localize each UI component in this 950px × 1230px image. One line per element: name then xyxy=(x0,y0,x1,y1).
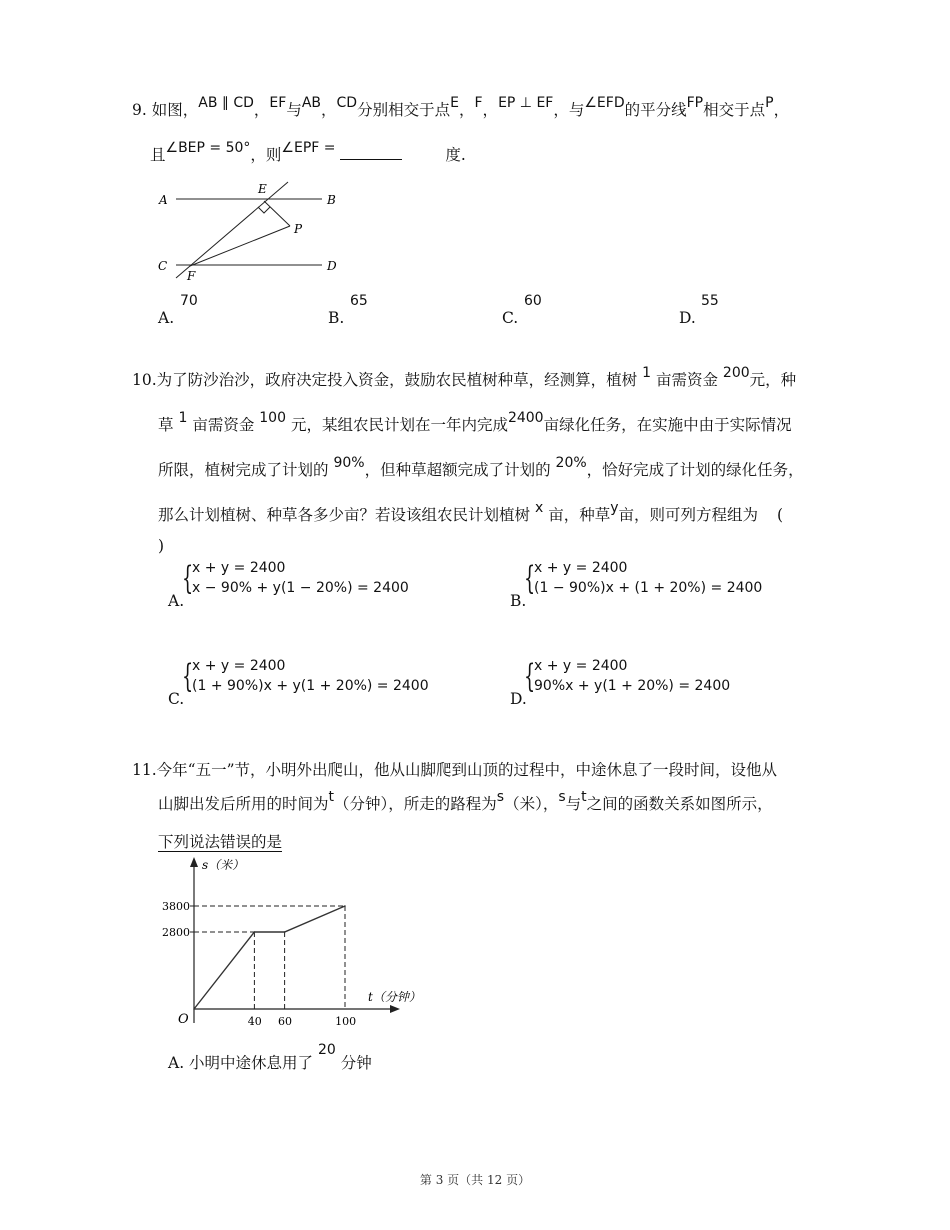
text: 分钟 xyxy=(340,1054,372,1072)
series-line xyxy=(194,906,345,1009)
q10-number: 10. xyxy=(132,371,157,389)
origin-label: O xyxy=(178,1012,189,1027)
q11-line3 xyxy=(158,830,282,852)
text: 亩，则可列方程组为 xyxy=(618,506,759,524)
line-fp xyxy=(190,226,290,266)
brace-icon: { xyxy=(524,657,536,695)
y-tick-label: 2800 xyxy=(162,926,190,939)
text: ) xyxy=(158,537,165,555)
q9-option-b[interactable] xyxy=(328,293,368,327)
option-label: A. xyxy=(158,309,175,327)
text: 草 xyxy=(158,416,174,434)
right-angle-mark xyxy=(258,207,270,213)
math: 100 xyxy=(259,410,286,426)
brace-icon: { xyxy=(182,657,194,695)
equation-system xyxy=(524,558,763,598)
page-footer: 第 3 页（共 12 页） xyxy=(419,1173,531,1187)
option-label: C. xyxy=(168,690,185,708)
math: F xyxy=(474,95,483,111)
text: 所限，植树完成了计划的 xyxy=(158,461,329,479)
text: ， xyxy=(458,101,475,119)
brace-icon: { xyxy=(182,559,194,597)
math: AB ∥ CD xyxy=(198,95,254,111)
q9-number: 9. xyxy=(132,101,147,119)
math: EF xyxy=(269,95,287,111)
text: ， xyxy=(482,101,499,119)
text: ， xyxy=(773,101,790,119)
math: t xyxy=(328,789,335,805)
equation: x + y = 2400 xyxy=(192,658,286,674)
label-e: E xyxy=(258,182,267,196)
text: ( xyxy=(776,506,784,524)
q9-option-a[interactable] xyxy=(158,293,198,327)
label-f: F xyxy=(187,269,196,283)
q9-option-c[interactable] xyxy=(502,293,542,327)
q11-number: 11. xyxy=(132,761,157,779)
x-tick-label: 40 xyxy=(247,1015,262,1028)
x-tick-label: 60 xyxy=(278,1015,292,1028)
line-ep xyxy=(264,201,290,226)
q11-line1 xyxy=(132,758,777,780)
text: （米）， xyxy=(504,795,559,813)
text: 且 xyxy=(150,146,166,164)
q9-figure xyxy=(150,178,350,288)
equation: 90%x + y(1 + 20%) = 2400 xyxy=(534,678,731,694)
equation: (1 + 90%)x + y(1 + 20%) = 2400 xyxy=(192,678,429,694)
math: ∠BEP = 50° xyxy=(165,140,251,156)
math: x xyxy=(534,500,544,516)
q10-line1 xyxy=(132,365,797,390)
math: 20% xyxy=(555,455,587,471)
text: 亩，种草 xyxy=(548,506,611,524)
equation: x + y = 2400 xyxy=(534,658,628,674)
brace-icon: { xyxy=(524,559,536,597)
text: 元，种 xyxy=(749,371,797,389)
x-tick-label: 100 xyxy=(335,1015,357,1028)
text: 亩绿化任务，在实施中由于实际情况 xyxy=(543,416,792,434)
math: 2400 xyxy=(507,410,544,426)
math: E xyxy=(450,95,459,111)
text: （分钟），所走的路程为 xyxy=(334,795,497,813)
math: 1 xyxy=(642,365,652,381)
answer-blank[interactable] xyxy=(340,145,402,160)
math: FP xyxy=(686,95,704,111)
option-value: 60 xyxy=(524,293,542,309)
option-value: 55 xyxy=(701,293,719,309)
q11-line2 xyxy=(158,789,773,814)
x-axis-label: t（分钟） xyxy=(368,990,421,1004)
y-tick-label: 3800 xyxy=(162,900,190,913)
math: 90% xyxy=(333,455,365,471)
label-p: P xyxy=(294,222,303,236)
equation-system xyxy=(182,558,409,598)
math: ∠EFD xyxy=(584,95,625,111)
text: 的平分线 xyxy=(624,101,687,119)
text: ， xyxy=(253,101,270,119)
text: ， xyxy=(321,101,337,119)
line-ef xyxy=(176,182,288,278)
text: 如图， xyxy=(151,101,199,119)
q10-line2 xyxy=(158,410,792,435)
text: 今年“五一”节，小明外出爬山，他从山脚爬到山顶的过程中，中途休息了一段时间，设他从 xyxy=(156,761,778,779)
x-axis-arrow-icon xyxy=(390,1005,400,1013)
y-axis-label: s（米） xyxy=(202,858,245,872)
text: ，与 xyxy=(553,101,585,119)
text: 为了防沙治沙，政府决定投入资金，鼓励农民植树种草，经测算，植树 xyxy=(156,371,638,389)
text: ，但种草超额完成了计划的 xyxy=(364,461,551,479)
text: 亩需资金 xyxy=(192,416,255,434)
math: ∠EPF = xyxy=(281,140,336,156)
text: ，则 xyxy=(250,146,282,164)
text: 与 xyxy=(565,795,582,813)
option-label: D. xyxy=(679,309,696,327)
text: 度. xyxy=(445,146,466,164)
math: y xyxy=(610,500,619,516)
equation-system xyxy=(524,656,731,696)
option-value: 65 xyxy=(350,293,368,309)
text: 元，某组农民计划在一年内完成 xyxy=(290,416,508,434)
q10-line5 xyxy=(158,537,164,555)
equation: x + y = 2400 xyxy=(534,560,628,576)
q10-line3 xyxy=(158,455,804,480)
q10-line4 xyxy=(158,500,784,525)
option-label: C. xyxy=(502,309,519,327)
q11-chart xyxy=(150,855,421,1035)
text: 相交于点 xyxy=(703,101,766,119)
data-point xyxy=(344,905,346,907)
option-label: B. xyxy=(328,309,345,327)
math: 1 xyxy=(178,410,188,426)
q9-line1 xyxy=(132,95,790,120)
q9-line2 xyxy=(150,140,466,165)
option-label: A. 小明中途休息用了 xyxy=(168,1054,314,1072)
option-label: A. xyxy=(168,592,185,610)
equation: (1 − 90%)x + (1 + 20%) = 2400 xyxy=(534,580,763,596)
text: 亩需资金 xyxy=(655,371,718,389)
text: 与 xyxy=(286,101,302,119)
data-point xyxy=(254,931,256,933)
q9-option-d[interactable] xyxy=(679,293,719,327)
option-label: D. xyxy=(510,690,527,708)
math: 20 xyxy=(318,1042,336,1058)
y-axis-arrow-icon xyxy=(190,857,198,867)
text: 之间的函数关系如图所示， xyxy=(586,795,773,813)
math: P xyxy=(765,95,774,111)
text: 分别相交于点 xyxy=(357,101,451,119)
q11-option-a[interactable] xyxy=(168,1042,372,1073)
text: 下列说法错误的是 xyxy=(158,833,283,851)
text: 山脚出发后所用的时间为 xyxy=(158,795,329,813)
option-label: B. xyxy=(510,592,527,610)
data-point xyxy=(193,1008,195,1010)
data-point xyxy=(284,931,286,933)
text: ，恰好完成了计划的绿化任务， xyxy=(586,461,804,479)
equation: x + y = 2400 xyxy=(192,560,286,576)
label-d: D xyxy=(327,259,337,273)
math: EP ⊥ EF xyxy=(498,95,554,111)
label-a: A xyxy=(159,193,168,207)
math: t xyxy=(581,789,587,805)
math: s xyxy=(496,789,505,805)
label-b: B xyxy=(327,193,336,207)
option-value: 70 xyxy=(180,293,198,309)
math: AB xyxy=(301,95,322,111)
math: s xyxy=(558,789,566,805)
text: 那么计划植树、种草各多少亩？若设该组农民计划植树 xyxy=(158,506,531,524)
math: CD xyxy=(336,95,358,111)
equation-system xyxy=(182,656,429,696)
equation: x − 90% + y(1 − 20%) = 2400 xyxy=(192,580,409,596)
label-c: C xyxy=(158,259,168,273)
math: 200 xyxy=(722,365,750,381)
